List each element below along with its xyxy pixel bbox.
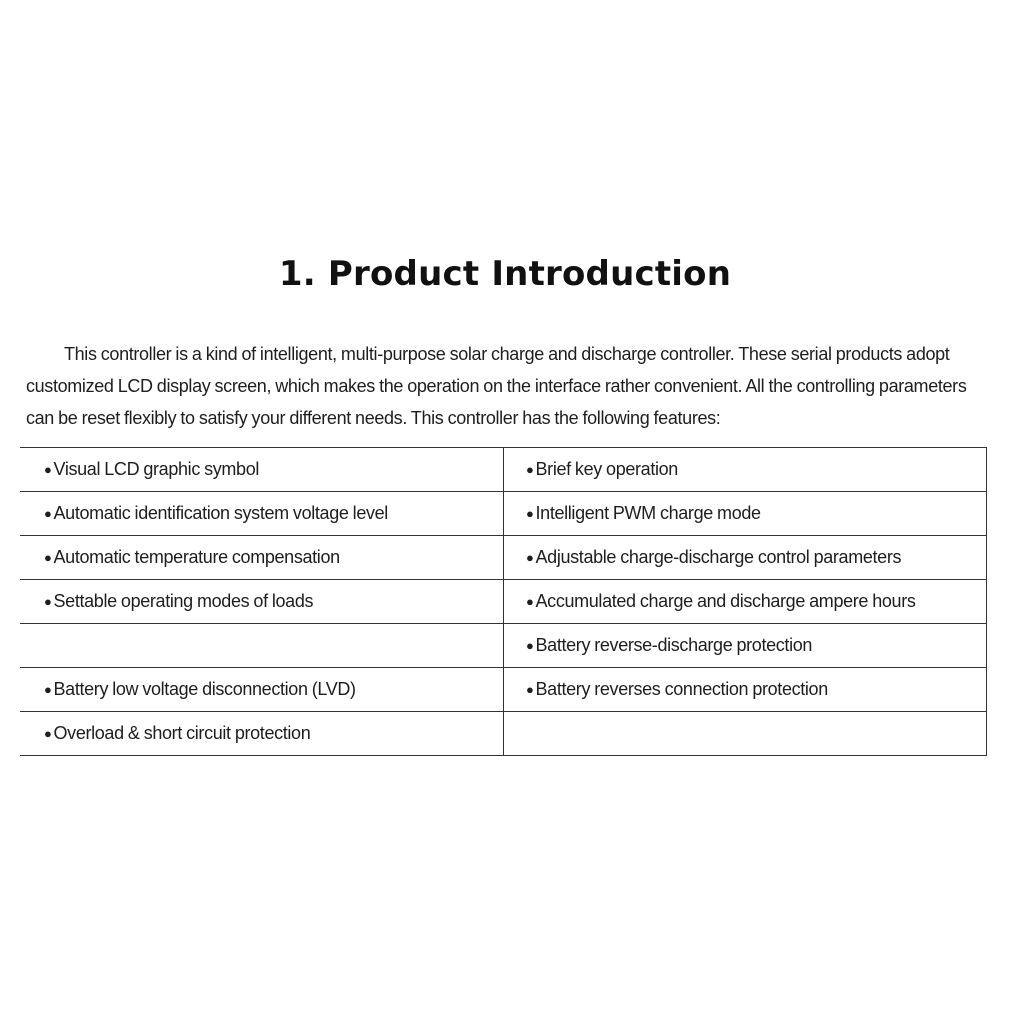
feature-text: Battery low voltage disconnection (LVD) <box>53 679 356 699</box>
feature-text: Brief key operation <box>535 459 678 479</box>
feature-text: Accumulated charge and discharge ampere hours <box>535 591 916 611</box>
feature-cell-right <box>504 580 987 624</box>
bullet-icon: ● <box>44 726 52 741</box>
feature-cell-right <box>504 492 987 536</box>
feature-cell-right <box>504 668 987 712</box>
page-title: 1. Product Introduction <box>278 254 732 294</box>
feature-text: Automatic temperature compensation <box>53 547 340 567</box>
bullet-icon: ● <box>44 462 52 477</box>
feature-cell-left <box>20 624 504 668</box>
feature-cell-left <box>20 712 504 756</box>
intro-paragraph: This controller is a kind of intelligent, multi-purpose solar charge and discharge controller. These serial products adopt customized LCD display screen, which makes the operation on the interface rather convenient. All the controlling parameters can be reset flexibly to satisfy your different needs. This controller has the following features: <box>26 344 967 428</box>
bullet-icon: ● <box>526 682 534 697</box>
feature-cell-right <box>504 536 987 580</box>
feature-cell-right <box>504 712 987 756</box>
feature-text: Visual LCD graphic symbol <box>53 459 260 479</box>
feature-text: Settable operating modes of loads <box>53 591 314 611</box>
feature-cell-left <box>20 580 504 624</box>
bullet-icon: ● <box>526 638 534 653</box>
feature-row <box>20 536 987 580</box>
feature-cell-right <box>504 448 987 492</box>
bullet-icon: ● <box>44 682 52 697</box>
bullet-icon: ● <box>44 594 52 609</box>
feature-cell-left <box>20 448 504 492</box>
feature-row <box>20 624 987 668</box>
feature-cell-left <box>20 536 504 580</box>
feature-cell-left <box>20 492 504 536</box>
bullet-icon: ● <box>44 550 52 565</box>
feature-row <box>20 448 987 492</box>
bullet-icon: ● <box>526 550 534 565</box>
features-table <box>20 447 987 756</box>
feature-text: Adjustable charge-discharge control parameters <box>535 547 902 567</box>
bullet-icon: ● <box>44 506 52 521</box>
feature-row <box>20 712 987 756</box>
feature-cell-right <box>504 624 987 668</box>
feature-row <box>20 668 987 712</box>
feature-text: Overload & short circuit protection <box>53 723 311 743</box>
feature-row <box>20 580 987 624</box>
feature-text: Intelligent PWM charge mode <box>535 503 761 523</box>
bullet-icon: ● <box>526 506 534 521</box>
feature-text: Automatic identification system voltage level <box>53 503 388 523</box>
feature-row <box>20 492 987 536</box>
bullet-icon: ● <box>526 594 534 609</box>
feature-text: Battery reverses connection protection <box>535 679 828 699</box>
feature-text: Battery reverse-discharge protection <box>535 635 813 655</box>
feature-cell-left <box>20 668 504 712</box>
bullet-icon: ● <box>526 462 534 477</box>
